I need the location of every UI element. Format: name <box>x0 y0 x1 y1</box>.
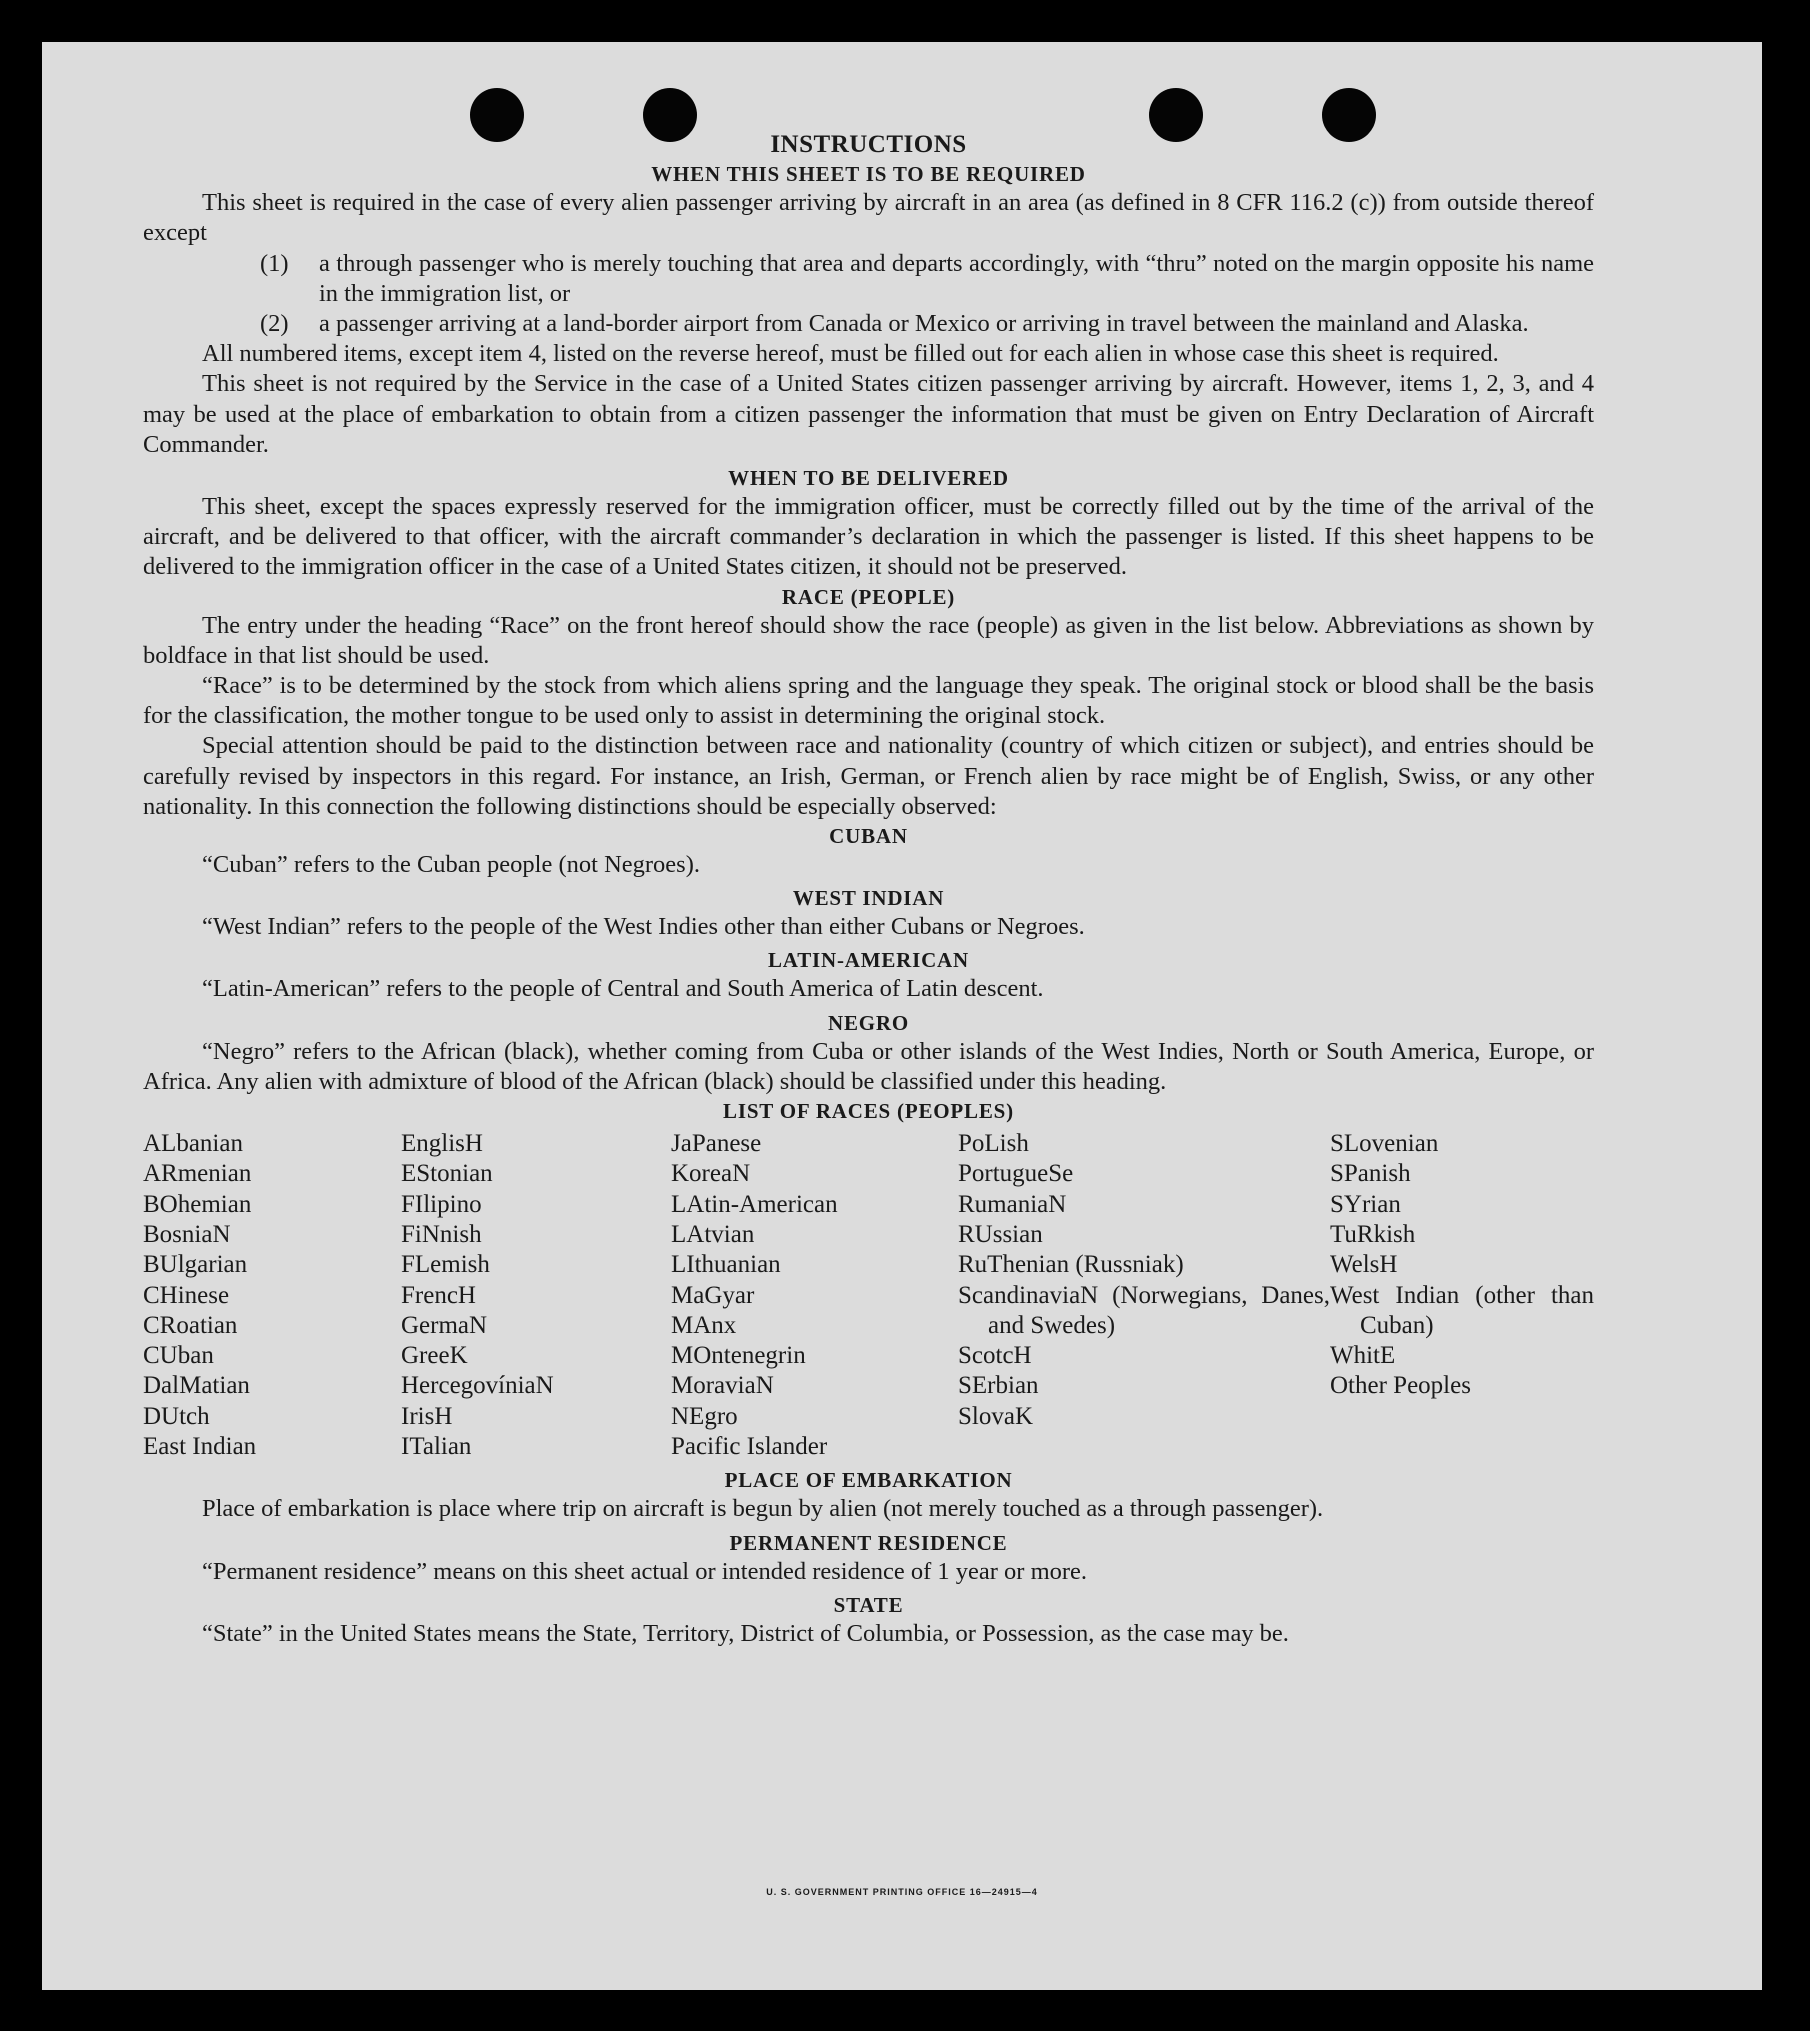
section-heading-embarkation: PLACE OF EMBARKATION <box>724 1468 1013 1493</box>
race-entry: Other Peoples <box>1330 1372 1471 1400</box>
race-entry: PoLish <box>958 1130 1029 1158</box>
race-entry: CHinese <box>143 1281 230 1309</box>
race-entry: West Indian (other than Cuban) <box>1330 1281 1594 1339</box>
race-entry: LAtvian <box>671 1220 755 1248</box>
race-entry: BUlgarian <box>143 1251 248 1279</box>
race-entry: SlovaK <box>958 1402 1033 1430</box>
races-column <box>1330 1129 1594 1462</box>
paragraph-cuban: “Cuban” refers to the Cuban people (not Negroes). <box>202 851 700 879</box>
paragraph-embarkation: Place of embarkation is place where trip on aircraft is begun by alien (not merely touched as a through passenger). <box>202 1495 1324 1523</box>
race-entry: FrencH <box>401 1281 476 1309</box>
race-entry: PortugueSe <box>958 1160 1074 1188</box>
paragraph-state: “State” in the United States means the State, Territory, District of Columbia, or Possession, as the case may be. <box>202 1619 1289 1647</box>
race-entry: ITalian <box>401 1433 472 1461</box>
races-column <box>671 1129 958 1462</box>
section-heading-list-of-races: LIST OF RACES (PEOPLES) <box>723 1099 1014 1124</box>
race-entry: BOhemian <box>143 1190 252 1218</box>
race-entry: GreeK <box>401 1342 468 1370</box>
section-heading-latin-american: LATIN-AMERICAN <box>768 948 969 973</box>
race-entry: WelsH <box>1330 1251 1398 1279</box>
race-entry: MOntenegrin <box>671 1342 806 1370</box>
instructions-content <box>143 130 1594 1649</box>
paragraph-race-1: The entry under the heading “Race” on the front hereof should show the race (people) as given in the list below. Abbreviations as shown by boldface in that list should be used. <box>143 611 1594 669</box>
race-entry: GermaN <box>401 1311 488 1339</box>
section-heading-cuban: CUBAN <box>829 824 908 849</box>
item-text: a passenger arriving at a land-border airport from Canada or Mexico or arriving in travel between the mainland and Alaska. <box>319 310 1529 338</box>
paragraph-delivery: This sheet, except the spaces expressly reserved for the immigration officer, must be correctly filled out by the time of the arrival of the aircraft, and be delivered to that officer, with the aircraft commander’s declaration in which the passenger is listed. If this sheet happens to be delivered to the immigration officer in the case of a United States citizen, it should not be preserved. <box>143 493 1594 581</box>
paragraph-citizen: This sheet is not required by the Service in the case of a United States citizen passenger arriving by aircraft. However, items 1, 2, 3, and 4 may be used at the place of embarkation to obtain from a citizen passenger the information that must be given on Entry Declaration of Aircraft Commander. <box>143 370 1594 458</box>
race-entry: FIlipino <box>401 1190 482 1218</box>
paragraph-intro: This sheet is required in the case of every alien passenger arriving by aircraft in an area (as defined in 8 CFR 116.2 (c)) from outside thereof except <box>143 189 1594 247</box>
races-column <box>143 1129 401 1462</box>
race-entry: LAtin-American <box>671 1190 838 1218</box>
document-sheet <box>42 42 1762 1990</box>
races-column <box>401 1129 671 1462</box>
race-entry: MaGyar <box>671 1281 755 1309</box>
races-column <box>958 1129 1330 1462</box>
race-entry: ScandinaviaN (Norwegians, Danes, and Swedes) <box>958 1281 1330 1339</box>
list-item-2 <box>143 309 1594 339</box>
race-entry: MAnx <box>671 1311 737 1339</box>
section-heading-residence: PERMANENT RESIDENCE <box>729 1530 1008 1555</box>
race-entry: NEgro <box>671 1402 738 1430</box>
race-entry: CRoatian <box>143 1311 238 1339</box>
section-heading-negro: NEGRO <box>827 1010 909 1035</box>
race-entry: FiNnish <box>401 1220 482 1248</box>
list-item-1 <box>143 249 1594 309</box>
paragraph-numbered-items: All numbered items, except item 4, listed on the reverse hereof, must be filled out for each alien in whose case this sheet is required. <box>202 340 1499 368</box>
paragraph-negro: “Negro” refers to the African (black), whether coming from Cuba or other islands of the West Indies, North or South America, Europe, or Africa. Any alien with admixture of blood of the African (black) should be classified under this heading. <box>143 1037 1594 1095</box>
race-entry: RumaniaN <box>958 1190 1067 1218</box>
race-entry: DUtch <box>143 1402 210 1430</box>
race-entry: SYrian <box>1330 1190 1401 1218</box>
race-entry: SLovenian <box>1330 1130 1439 1158</box>
race-entry: ALbanian <box>143 1130 243 1158</box>
race-entry: EStonian <box>401 1160 493 1188</box>
race-entry: RuThenian (Russniak) <box>958 1251 1184 1279</box>
race-entry: WhitE <box>1330 1342 1396 1370</box>
race-entry: CUban <box>143 1342 214 1370</box>
section-heading-race: RACE (PEOPLE) <box>781 584 956 609</box>
paragraph-race-2: “Race” is to be determined by the stock from which aliens spring and the language they speak. The original stock or blood shall be the basis for the classification, the mother tongue to be used only to assist in determining the original stock. <box>143 672 1594 730</box>
race-entry: Pacific Islander <box>671 1433 828 1461</box>
section-heading-when-delivered: WHEN TO BE DELIVERED <box>728 466 1009 491</box>
race-entry: MoraviaN <box>671 1372 774 1400</box>
race-entry: BosniaN <box>143 1220 231 1248</box>
race-entry: DalMatian <box>143 1372 250 1400</box>
page-title: INSTRUCTIONS <box>770 131 967 158</box>
race-entry: SErbian <box>958 1372 1039 1400</box>
race-entry: HercegovíniaN <box>401 1372 554 1400</box>
paragraph-latin-american: “Latin-American” refers to the people of Central and South America of Latin descent. <box>202 975 1044 1003</box>
race-entry: KoreaN <box>671 1160 751 1188</box>
race-entry: IrisH <box>401 1402 453 1430</box>
race-entry: ARmenian <box>143 1160 252 1188</box>
race-entry: FLemish <box>401 1251 490 1279</box>
race-entry: East Indian <box>143 1433 257 1461</box>
section-heading-when-required: WHEN THIS SHEET IS TO BE REQUIRED <box>651 162 1086 187</box>
race-entry: SPanish <box>1330 1160 1411 1188</box>
item-number: (1) <box>260 249 289 277</box>
item-text: a through passenger who is merely touching that area and departs accordingly, with “thru” noted on the margin opposite his name in the immigration list, or <box>319 249 1594 307</box>
section-heading-west-indian: WEST INDIAN <box>792 886 945 911</box>
paragraph-race-3: Special attention should be paid to the distinction between race and nationality (country of which citizen or subject), and entries should be carefully revised by inspectors in this regard. For instance, an Irish, German, or French alien by race might be of English, Swiss, or any other nationality. In this connection the following distinctions should be especially observed: <box>143 732 1594 820</box>
race-entry: TuRkish <box>1330 1220 1416 1248</box>
race-entry: JaPanese <box>671 1130 762 1158</box>
item-number: (2) <box>260 310 289 338</box>
paragraph-west-indian: “West Indian” refers to the people of the West Indies other than either Cubans or Negroes. <box>202 913 1085 941</box>
race-entry: LIthuanian <box>671 1251 781 1279</box>
races-list <box>143 1129 1594 1462</box>
paragraph-residence: “Permanent residence” means on this sheet actual or intended residence of 1 year or more. <box>202 1557 1088 1585</box>
race-entry: RUssian <box>958 1220 1043 1248</box>
section-heading-state: STATE <box>833 1592 904 1617</box>
race-entry: EnglisH <box>401 1130 483 1158</box>
race-entry: ScotcH <box>958 1342 1032 1370</box>
printer-imprint: U. S. GOVERNMENT PRINTING OFFICE 16—24915—4 <box>766 1887 1038 1897</box>
